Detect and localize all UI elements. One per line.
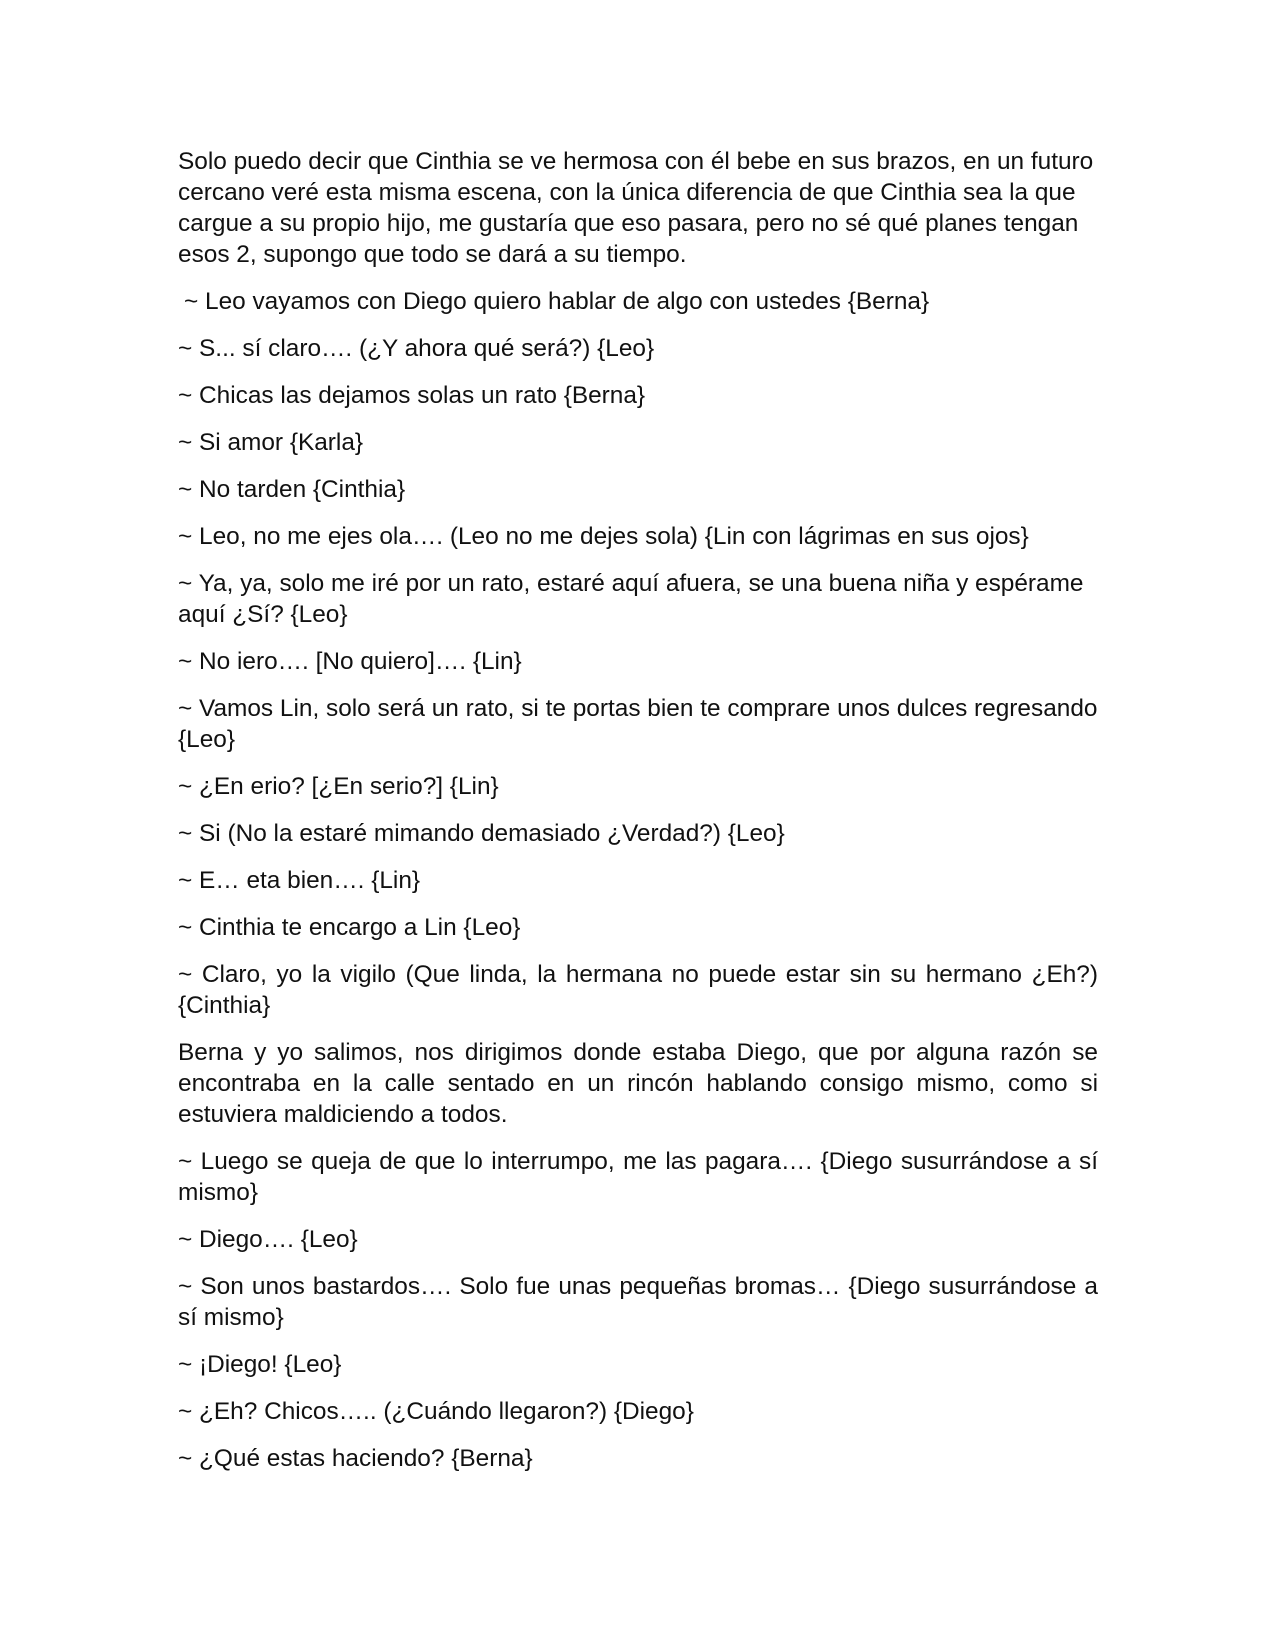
dialogue-line: ~ ¿En erio? [¿En serio?] {Lin}	[178, 773, 499, 800]
dialogue-line: ~ E… eta bien…. {Lin}	[178, 867, 421, 894]
dialogue-line: ~ Chicas las dejamos solas un rato {Berna}	[178, 382, 646, 409]
dialogue-line: ~ Claro, yo la vigilo (Que linda, la hermana no puede estar sin su hermano ¿Eh?) {Cinthia}	[178, 961, 1098, 1019]
dialogue-line: ~ ¿Qué estas haciendo? {Berna}	[178, 1445, 533, 1472]
dialogue-line: ~ Diego…. {Leo}	[178, 1226, 358, 1253]
dialogue-line: ~ ¿Eh? Chicos….. (¿Cuándo llegaron?) {Diego}	[178, 1398, 694, 1425]
dialogue-line: ~ Luego se queja de que lo interrumpo, me las pagara…. {Diego susurrándose a sí mismo}	[178, 1148, 1098, 1206]
dialogue-line: ~ Si (No la estaré mimando demasiado ¿Verdad?) {Leo}	[178, 820, 785, 847]
dialogue-line: ~ Cinthia te encargo a Lin {Leo}	[178, 914, 521, 941]
dialogue-line: ~ Vamos Lin, solo será un rato, si te portas bien te comprare unos dulces regresando {Leo}	[178, 695, 1098, 753]
dialogue-line: ~ Leo, no me ejes ola…. (Leo no me dejes sola) {Lin con lágrimas en sus ojos}	[178, 523, 1029, 550]
document-page	[178, 146, 1098, 1490]
narration-paragraph: Berna y yo salimos, nos dirigimos donde estaba Diego, que por alguna razón se encontraba en la calle sentado en un rincón hablando consigo mismo, como si estuviera maldiciendo a todos.	[178, 1039, 1098, 1128]
dialogue-line: ~ ¡Diego! {Leo}	[178, 1351, 342, 1378]
dialogue-line: ~ S... sí claro…. (¿Y ahora qué será?) {Leo}	[178, 335, 655, 362]
dialogue-line: ~ Ya, ya, solo me iré por un rato, estaré aquí afuera, se una buena niña y espérame aquí ¿Sí? {Leo}	[178, 570, 1084, 628]
narration-paragraph: Solo puedo decir que Cinthia se ve hermosa con él bebe en sus brazos, en un futuro cercano veré esta misma escena, con la única diferencia de que Cinthia sea la que cargue a su propio hijo, me gustaría que eso pasara, pero no sé qué planes tengan esos 2, supongo que todo se dará a su tiempo.	[178, 148, 1094, 268]
dialogue-line: ~ No tarden {Cinthia}	[178, 476, 406, 503]
dialogue-line: ~ Leo vayamos con Diego quiero hablar de algo con ustedes {Berna}	[184, 288, 930, 315]
dialogue-line: ~ No iero…. [No quiero]…. {Lin}	[178, 648, 522, 675]
dialogue-line: ~ Si amor {Karla}	[178, 429, 364, 456]
dialogue-line: ~ Son unos bastardos…. Solo fue unas pequeñas bromas… {Diego susurrándose a sí mismo}	[178, 1273, 1098, 1331]
